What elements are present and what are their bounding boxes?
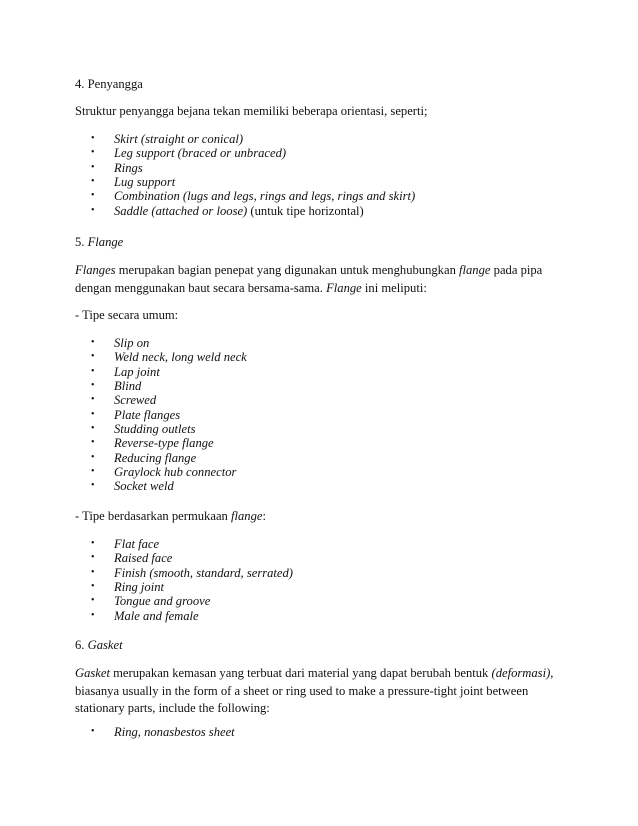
list-item: • Blind [91,379,142,394]
list-item: • Raised face [91,551,173,566]
list-item: • Flat face [91,537,160,551]
bullet-icon: • [91,204,95,216]
list-item: • Ring, nonasbestos sheet [91,725,235,739]
list-item: • Slip on [91,336,150,350]
list-item: • Studding outlets [91,422,196,437]
bullet-icon: • [91,480,95,492]
list-item: • Reverse-type flange [91,436,214,451]
surface-flange-types-list [0,537,293,623]
list-item: • Leg support (braced or unbraced) [91,146,287,161]
section-6-heading: 6. Gasket [75,638,123,652]
list-item: • Saddle (attached or loose) (untuk tipe horizontal) [91,203,364,218]
section-4-intro: Struktur penyangga bejana tekan memiliki beberapa orientasi, seperti; [75,104,428,118]
list-item: • Reducing flange [91,450,197,465]
gasket-description-line-2: biasanya usually in the form of a sheet or ring used to make a pressure-tight joint between [75,684,529,698]
gasket-types-list [0,725,235,739]
list-item: • Male and female [91,608,199,623]
bullet-icon: • [91,466,95,478]
support-types-list [0,132,415,218]
surface-types-label: - Tipe berdasarkan permukaan flange: [75,509,266,523]
bullet-icon: • [91,161,95,173]
list-item: • Skirt (straight or conical) [91,132,244,146]
bullet-icon: • [91,581,95,593]
bullet-icon: • [91,380,95,392]
bullet-icon: • [91,451,95,463]
bullet-icon: • [91,365,95,377]
general-flange-types-list [0,336,247,494]
list-item: • Plate flanges [91,407,181,422]
list-item: • Lug support [91,175,176,190]
list-item: • Weld neck, long weld neck [91,350,247,365]
gasket-description-line-1: Gasket merupakan kemasan yang terbuat dari material yang dapat berubah bentuk (deformasi), [75,666,554,680]
bullet-icon: • [91,190,95,202]
bullet-icon: • [91,337,95,348]
list-item: • Ring joint [91,580,165,595]
bullet-icon: • [91,176,95,188]
bullet-icon: • [91,394,95,406]
general-types-label: - Tipe secara umum: [75,308,179,322]
bullet-icon: • [91,609,95,621]
bullet-icon: • [91,595,95,607]
list-item: • Socket weld [91,479,174,494]
section-5-heading: 5. Flange [75,235,124,249]
list-item: • Graylock hub connector [91,465,237,480]
bullet-icon: • [91,351,95,363]
list-item: • Rings [91,160,143,175]
list-item: • Screwed [91,393,157,408]
list-item: • Finish (smooth, standard, serrated) [91,565,293,580]
bullet-icon: • [91,408,95,420]
bullet-icon: • [91,726,95,737]
list-item: • Combination (lugs and legs, rings and legs, rings and skirt) [91,189,416,204]
bullet-icon: • [91,566,95,578]
list-item: • Lap joint [91,364,160,379]
section-4-heading: 4. Penyangga [75,77,143,91]
bullet-icon: • [91,133,95,144]
bullet-icon: • [91,538,95,549]
gasket-description-line-3: stationary parts, include the following: [75,701,270,715]
bullet-icon: • [91,147,95,159]
bullet-icon: • [91,423,95,435]
flange-description-line-1: Flanges merupakan bagian penepat yang digunakan untuk menghubungkan flange pada pipa [75,263,543,277]
bullet-icon: • [91,437,95,449]
flange-description-line-2: dengan menggunakan baut secara bersama-sama. Flange ini meliputi: [75,281,427,295]
bullet-icon: • [91,552,95,564]
list-item: • Tongue and groove [91,594,211,609]
